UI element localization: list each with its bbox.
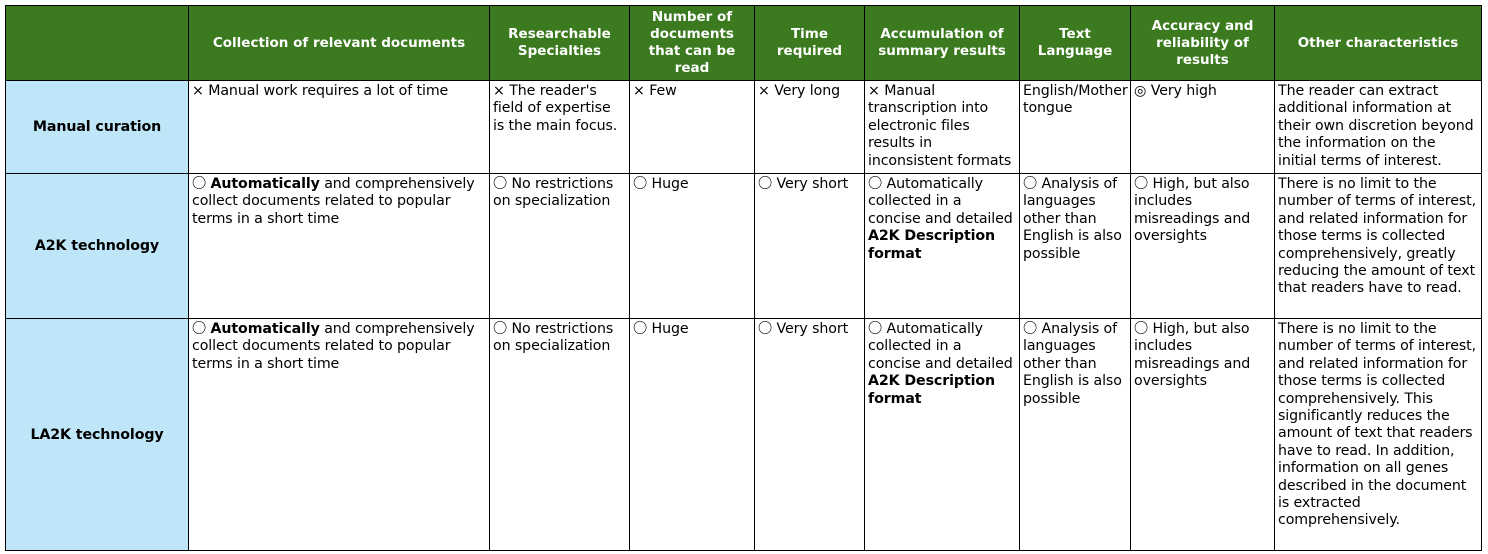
cell-other: There is no limit to the number of terms of interest, and related information for those terms is collected comprehensively, greatly reducing the amount of text that readers have to read. — [1275, 174, 1482, 319]
header-accuracy: Accuracy and reliability of results — [1131, 6, 1275, 81]
cell-number-docs: 〇 Huge — [630, 174, 755, 319]
cell-accuracy: 〇 High, but also includes misreadings and oversights — [1131, 174, 1275, 319]
cell-accumulation: × Manual transcription into electronic files results in inconsistent formats — [865, 81, 1020, 174]
cell-accumulation-emphasis: A2K Description format — [868, 228, 996, 262]
table-row-a2k-technology — [6, 174, 1482, 319]
row-label-la2k-technology: LA2K technology — [6, 319, 189, 551]
header-other: Other characteristics — [1275, 6, 1482, 81]
cell-language: 〇 Analysis of languages other than English is also possible — [1020, 174, 1131, 319]
cell-specialties: × The reader's field of expertise is the main focus. — [490, 81, 630, 174]
header-collection: Collection of relevant documents — [189, 6, 490, 81]
cell-collection-rest: and comprehensively collect documents related to popular terms in a short time — [192, 321, 475, 372]
header-specialties: Researchable Specialties — [490, 6, 630, 81]
cell-accumulation-text: 〇 Automatically collected in a concise and detailed — [868, 321, 1013, 372]
cell-language: English/Mother tongue — [1020, 81, 1131, 174]
header-row — [6, 6, 1482, 81]
header-corner — [6, 6, 189, 81]
header-language: Text Language — [1020, 6, 1131, 81]
cell-accumulation — [865, 174, 1020, 319]
cell-collection-prefix: 〇 — [192, 321, 211, 337]
cell-time: × Very long — [755, 81, 865, 174]
table-row-manual-curation — [6, 81, 1482, 174]
cell-collection: × Manual work requires a lot of time — [189, 81, 490, 174]
cell-time: 〇 Very short — [755, 174, 865, 319]
cell-collection-prefix: 〇 — [192, 176, 211, 192]
cell-language: 〇 Analysis of languages other than English is also possible — [1020, 319, 1131, 551]
cell-collection-emphasis: Automatically — [210, 321, 320, 337]
cell-number-docs: 〇 Huge — [630, 319, 755, 551]
cell-specialties: 〇 No restrictions on specialization — [490, 319, 630, 551]
row-label-a2k-technology: A2K technology — [6, 174, 189, 319]
cell-specialties: 〇 No restrictions on specialization — [490, 174, 630, 319]
header-time: Time required — [755, 6, 865, 81]
cell-time: 〇 Very short — [755, 319, 865, 551]
row-label-manual-curation: Manual curation — [6, 81, 189, 174]
cell-accuracy: ◎ Very high — [1131, 81, 1275, 174]
cell-collection-rest: and comprehensively collect documents related to popular terms in a short time — [192, 176, 475, 227]
cell-number-docs: × Few — [630, 81, 755, 174]
cell-collection-emphasis: Automatically — [210, 176, 320, 192]
cell-other: The reader can extract additional information at their own discretion beyond the information on the initial terms of interest. — [1275, 81, 1482, 174]
comparison-table — [5, 5, 1482, 551]
header-number-docs: Number of documents that can be read — [630, 6, 755, 81]
cell-collection — [189, 174, 490, 319]
cell-accumulation-text: 〇 Automatically collected in a concise and detailed — [868, 176, 1013, 227]
table-row-la2k-technology — [6, 319, 1482, 551]
header-accumulation: Accumulation of summary results — [865, 6, 1020, 81]
cell-collection — [189, 319, 490, 551]
cell-accuracy: 〇 High, but also includes misreadings and oversights — [1131, 319, 1275, 551]
cell-accumulation — [865, 319, 1020, 551]
cell-other: There is no limit to the number of terms of interest, and related information for those terms is collected comprehensively. This significantly reduces the amount of text that readers have to read. In addition, information on all genes described in the document is extracted comprehensively. — [1275, 319, 1482, 551]
cell-accumulation-emphasis: A2K Description format — [868, 373, 996, 407]
